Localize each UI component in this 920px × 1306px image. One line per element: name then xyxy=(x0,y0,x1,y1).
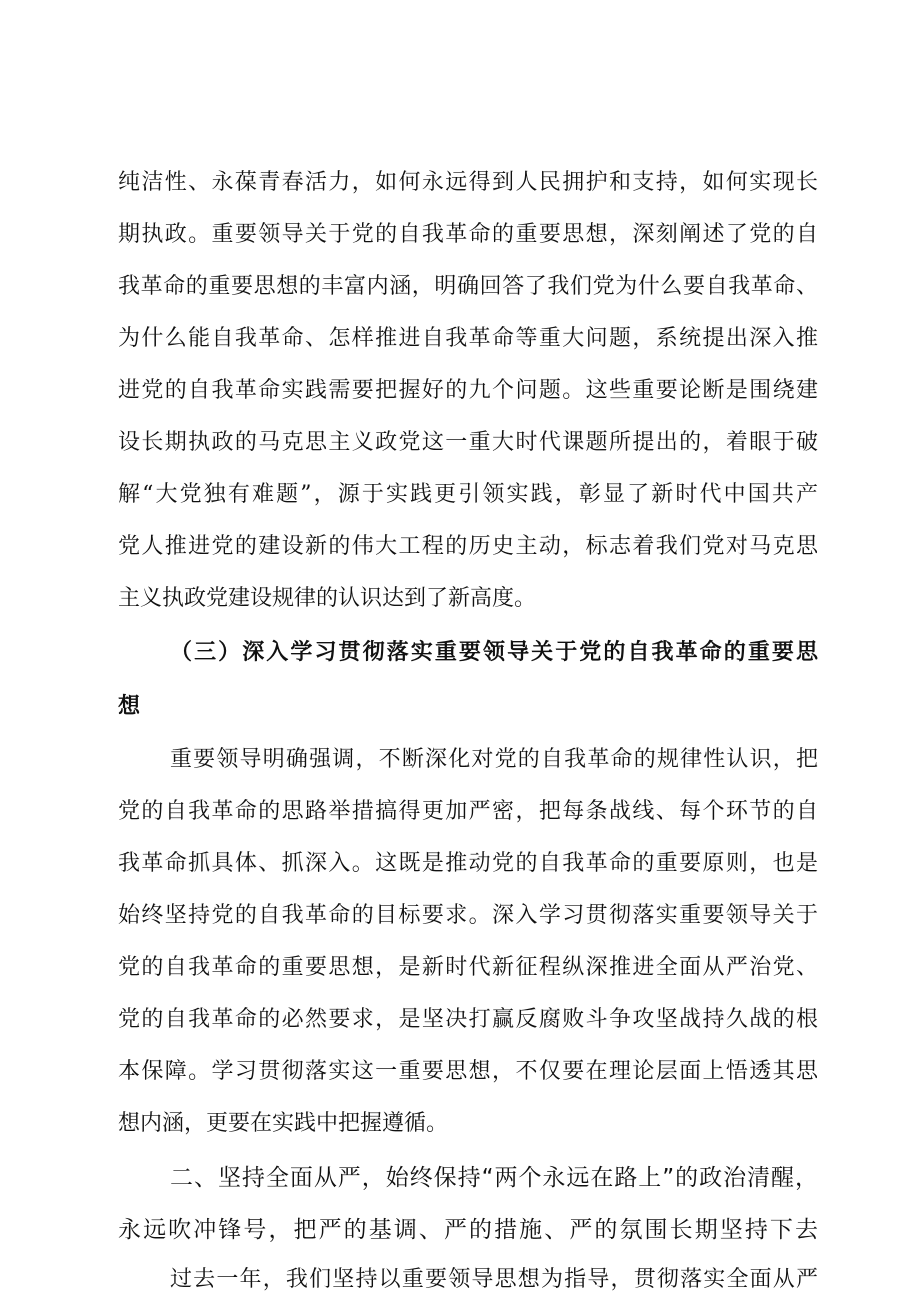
paragraph-3-line-1: 过去一年，我们坚持以重要领导思想为指导，贯彻落实全面从严 xyxy=(170,1267,818,1292)
paragraph-2-line-3: 我革命抓具体、抓深入。这既是推动党的自我革命的重要原则，也是 xyxy=(118,851,818,876)
paragraph-1-line-1: 纯洁性、永葆青春活力，如何永远得到人民拥护和支持，如何实现长 xyxy=(118,170,818,195)
paragraph-2-line-4: 始终坚持党的自我革命的目标要求。深入学习贯彻落实重要领导关于 xyxy=(118,903,818,928)
heading-2-line-1: 二、坚持全面从严，始终保持“两个永远在路上”的政治清醒， xyxy=(170,1165,818,1191)
paragraph-1-line-8: 党人推进党的建设新的伟大工程的历史主动，标志着我们党对马克思 xyxy=(118,534,818,559)
paragraph-2-line-2: 党的自我革命的思路举措搞得更加严密，把每条战线、每个环节的自 xyxy=(118,799,818,824)
paragraph-2-line-8: 想内涵，更要在实践中把握遵循。 xyxy=(118,1111,449,1136)
subheading-3-line-2: 想 xyxy=(118,693,141,719)
paragraph-2-line-1: 重要领导明确强调，不断深化对党的自我革命的规律性认识，把 xyxy=(170,747,818,772)
paragraph-1-line-7: 解“大党独有难题”，源于实践更引领实践，彰显了新时代中国共产 xyxy=(118,482,818,507)
paragraph-1-line-3: 我革命的重要思想的丰富内涵，明确回答了我们党为什么要自我革命、 xyxy=(118,274,818,299)
heading-2-line-2: 永远吹冲锋号，把严的基调、严的措施、严的氛围长期坚持下去 xyxy=(118,1217,818,1243)
paragraph-2-line-6: 党的自我革命的必然要求，是坚决打赢反腐败斗争攻坚战持久战的根 xyxy=(118,1007,818,1032)
paragraph-1-line-6: 设长期执政的马克思主义政党这一重大时代课题所提出的，着眼于破 xyxy=(118,430,818,455)
paragraph-1-line-4: 为什么能自我革命、怎样推进自我革命等重大问题，系统提出深入推 xyxy=(118,326,818,351)
paragraph-2-line-5: 党的自我革命的重要思想，是新时代新征程纵深推进全面从严治党、 xyxy=(118,955,818,980)
paragraph-1-line-5: 进党的自我革命实践需要把握好的九个问题。这些重要论断是围绕建 xyxy=(118,378,818,403)
subheading-3-line-1: （三）深入学习贯彻落实重要领导关于党的自我革命的重要思 xyxy=(170,639,818,665)
paragraph-1-line-2: 期执政。重要领导关于党的自我革命的重要思想，深刻阐述了党的自 xyxy=(118,222,818,247)
paragraph-2-line-7: 本保障。学习贯彻落实这一重要思想，不仅要在理论层面上悟透其思 xyxy=(118,1059,818,1084)
paragraph-1-line-9: 主义执政党建设规律的认识达到了新高度。 xyxy=(118,586,537,611)
